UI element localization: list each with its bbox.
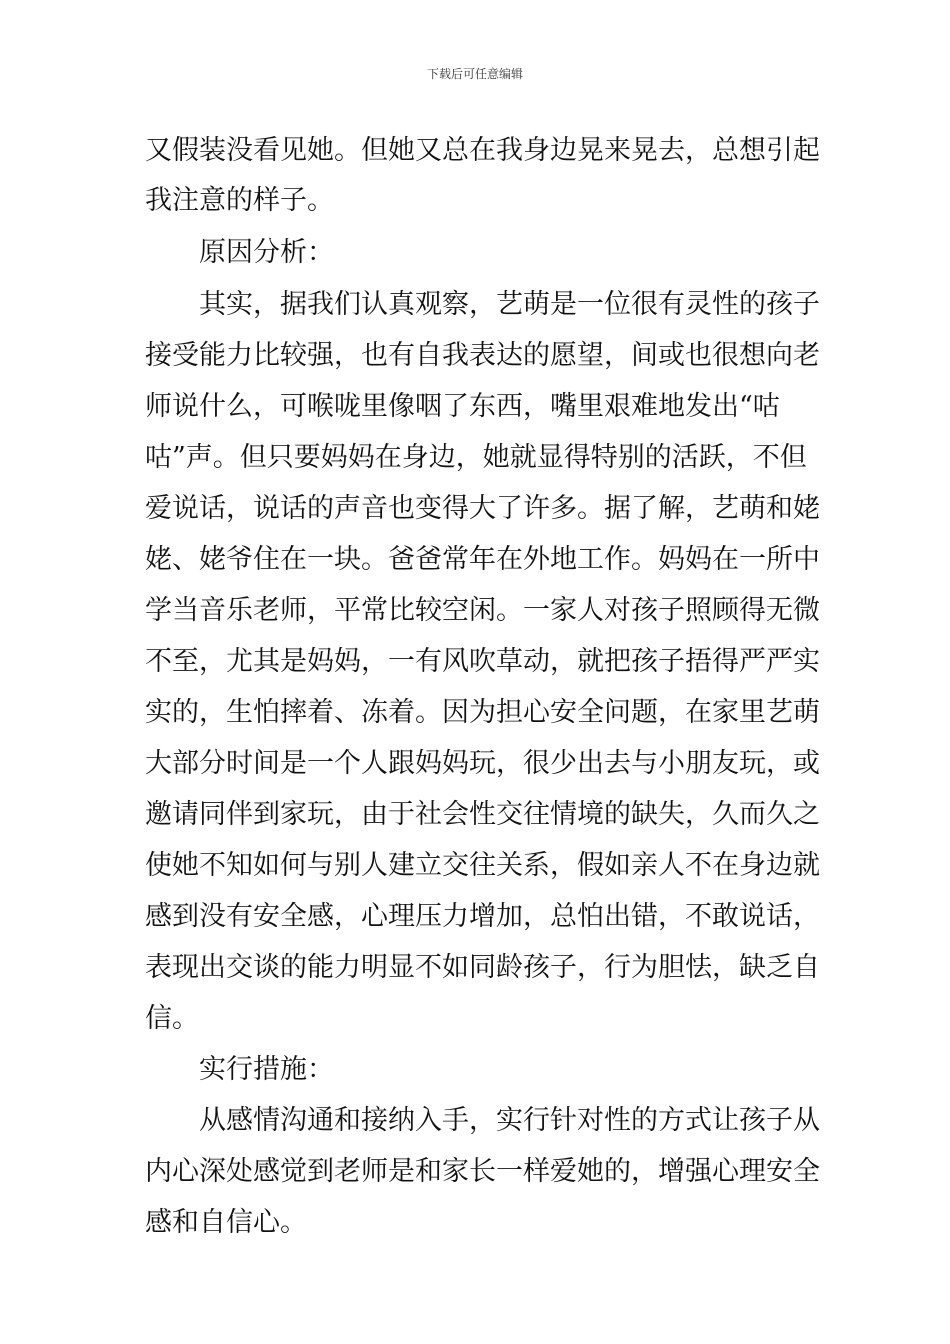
text-line: 邀请同伴到家玩，由于社会性交往情境的缺失，久而久之: [145, 799, 820, 830]
text-line: 实的，生怕摔着、冻着。因为担心安全问题，在家里艺萌: [145, 697, 820, 728]
text-line: 信。: [145, 1003, 199, 1034]
text-line: 咕”声。但只要妈妈在身边，她就显得特别的活跃，不但: [145, 442, 807, 473]
text-line: 表现出交谈的能力明显不如同龄孩子，行为胆怯，缺乏自: [145, 952, 820, 983]
text-line: 又假装没看见她。但她又总在我身边晃来晃去，总想引起: [145, 135, 820, 166]
text-line: 爱说话，说话的声音也变得大了许多。据了解，艺萌和姥: [145, 493, 820, 524]
text-line: 从感情沟通和接纳入手，实行针对性的方式让孩子从: [145, 1105, 820, 1136]
text-line: 接受能力比较强，也有自我表达的愿望，间或也很想向老: [145, 340, 820, 371]
text-line: 姥、姥爷住在一块。爸爸常年在外地工作。妈妈在一所中: [145, 544, 820, 575]
text-line: 内心深处感觉到老师是和家长一样爱她的，增强心理安全: [145, 1156, 820, 1187]
text-line: 不至，尤其是妈妈，一有风吹草动，就把孩子捂得严严实: [145, 646, 820, 677]
text-line: 使她不知如何与别人建立交往关系，假如亲人不在身边就: [145, 850, 820, 881]
text-line: 感到没有安全感，心理压力增加，总怕出错，不敢说话，: [145, 901, 820, 932]
page-header-note: 下载后可任意编辑: [426, 67, 523, 81]
text-line: 我注意的样子。: [145, 185, 334, 216]
section-heading: 实行措施：: [145, 1054, 334, 1085]
text-line: 师说什么，可喉咙里像咽了东西，嘴里艰难地发出“咕: [145, 391, 780, 422]
text-line: 感和自信心。: [145, 1207, 307, 1238]
text-line: 其实，据我们认真观察，艺萌是一位很有灵性的孩子: [145, 289, 820, 320]
section-heading: 原因分析：: [145, 237, 334, 268]
text-line: 大部分时间是一个人跟妈妈玩，很少出去与小朋友玩，或: [145, 748, 820, 779]
text-line: 学当音乐老师，平常比较空闲。一家人对孩子照顾得无微: [145, 595, 820, 626]
